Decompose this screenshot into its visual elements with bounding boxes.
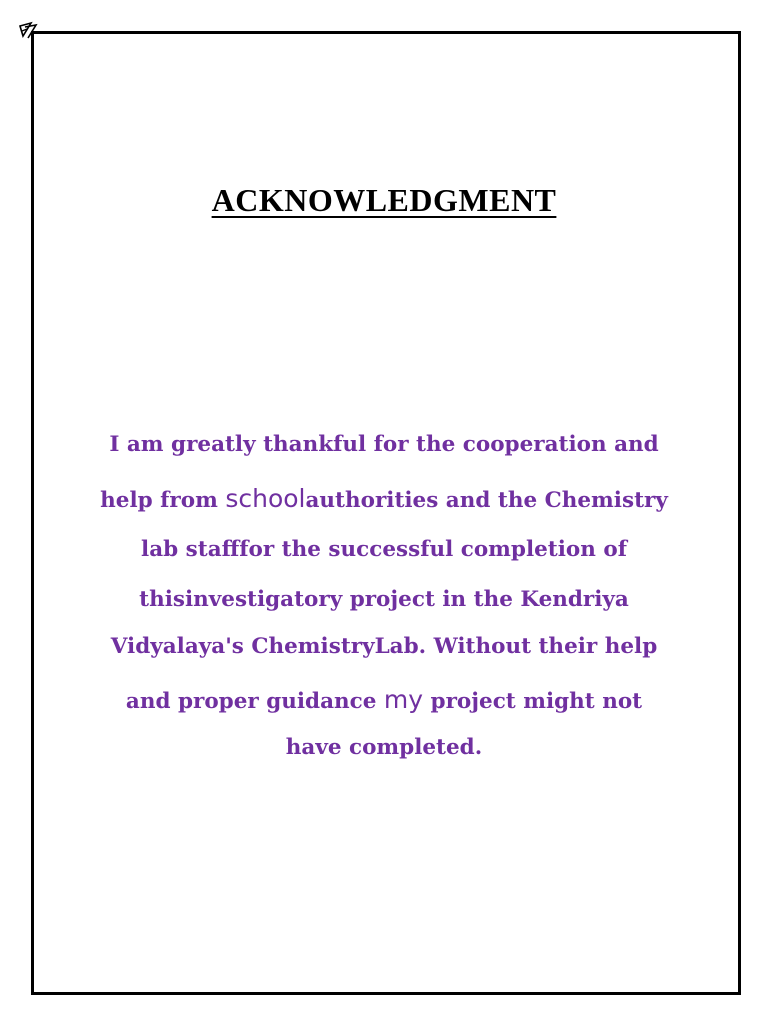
paragraph-line bbox=[0, 484, 768, 513]
paragraph-line: lab stafffor the successful completion of bbox=[141, 537, 627, 562]
paragraph-text: project might not bbox=[423, 689, 643, 714]
paragraph-line: Vidyalaya's ChemistryLab. Without their help bbox=[110, 634, 658, 659]
paragraph-line bbox=[0, 685, 768, 714]
paragraph-line: have completed. bbox=[285, 735, 483, 760]
emphasized-word: my bbox=[383, 685, 424, 714]
paragraph-text: help from bbox=[100, 488, 226, 513]
paragraph-line: thisinvestigatory project in the Kendriya bbox=[139, 587, 629, 612]
paragraph-line: I am greatly thankful for the cooperation and bbox=[109, 432, 659, 457]
page-corner-mark-icon bbox=[17, 20, 39, 42]
emphasized-word: school bbox=[225, 484, 306, 513]
page-title: ACKNOWLEDGMENT bbox=[211, 182, 557, 218]
page-border bbox=[31, 31, 741, 995]
paragraph-text: authorities and the Chemistry bbox=[305, 488, 668, 513]
paragraph-text: and proper guidance bbox=[125, 689, 384, 714]
